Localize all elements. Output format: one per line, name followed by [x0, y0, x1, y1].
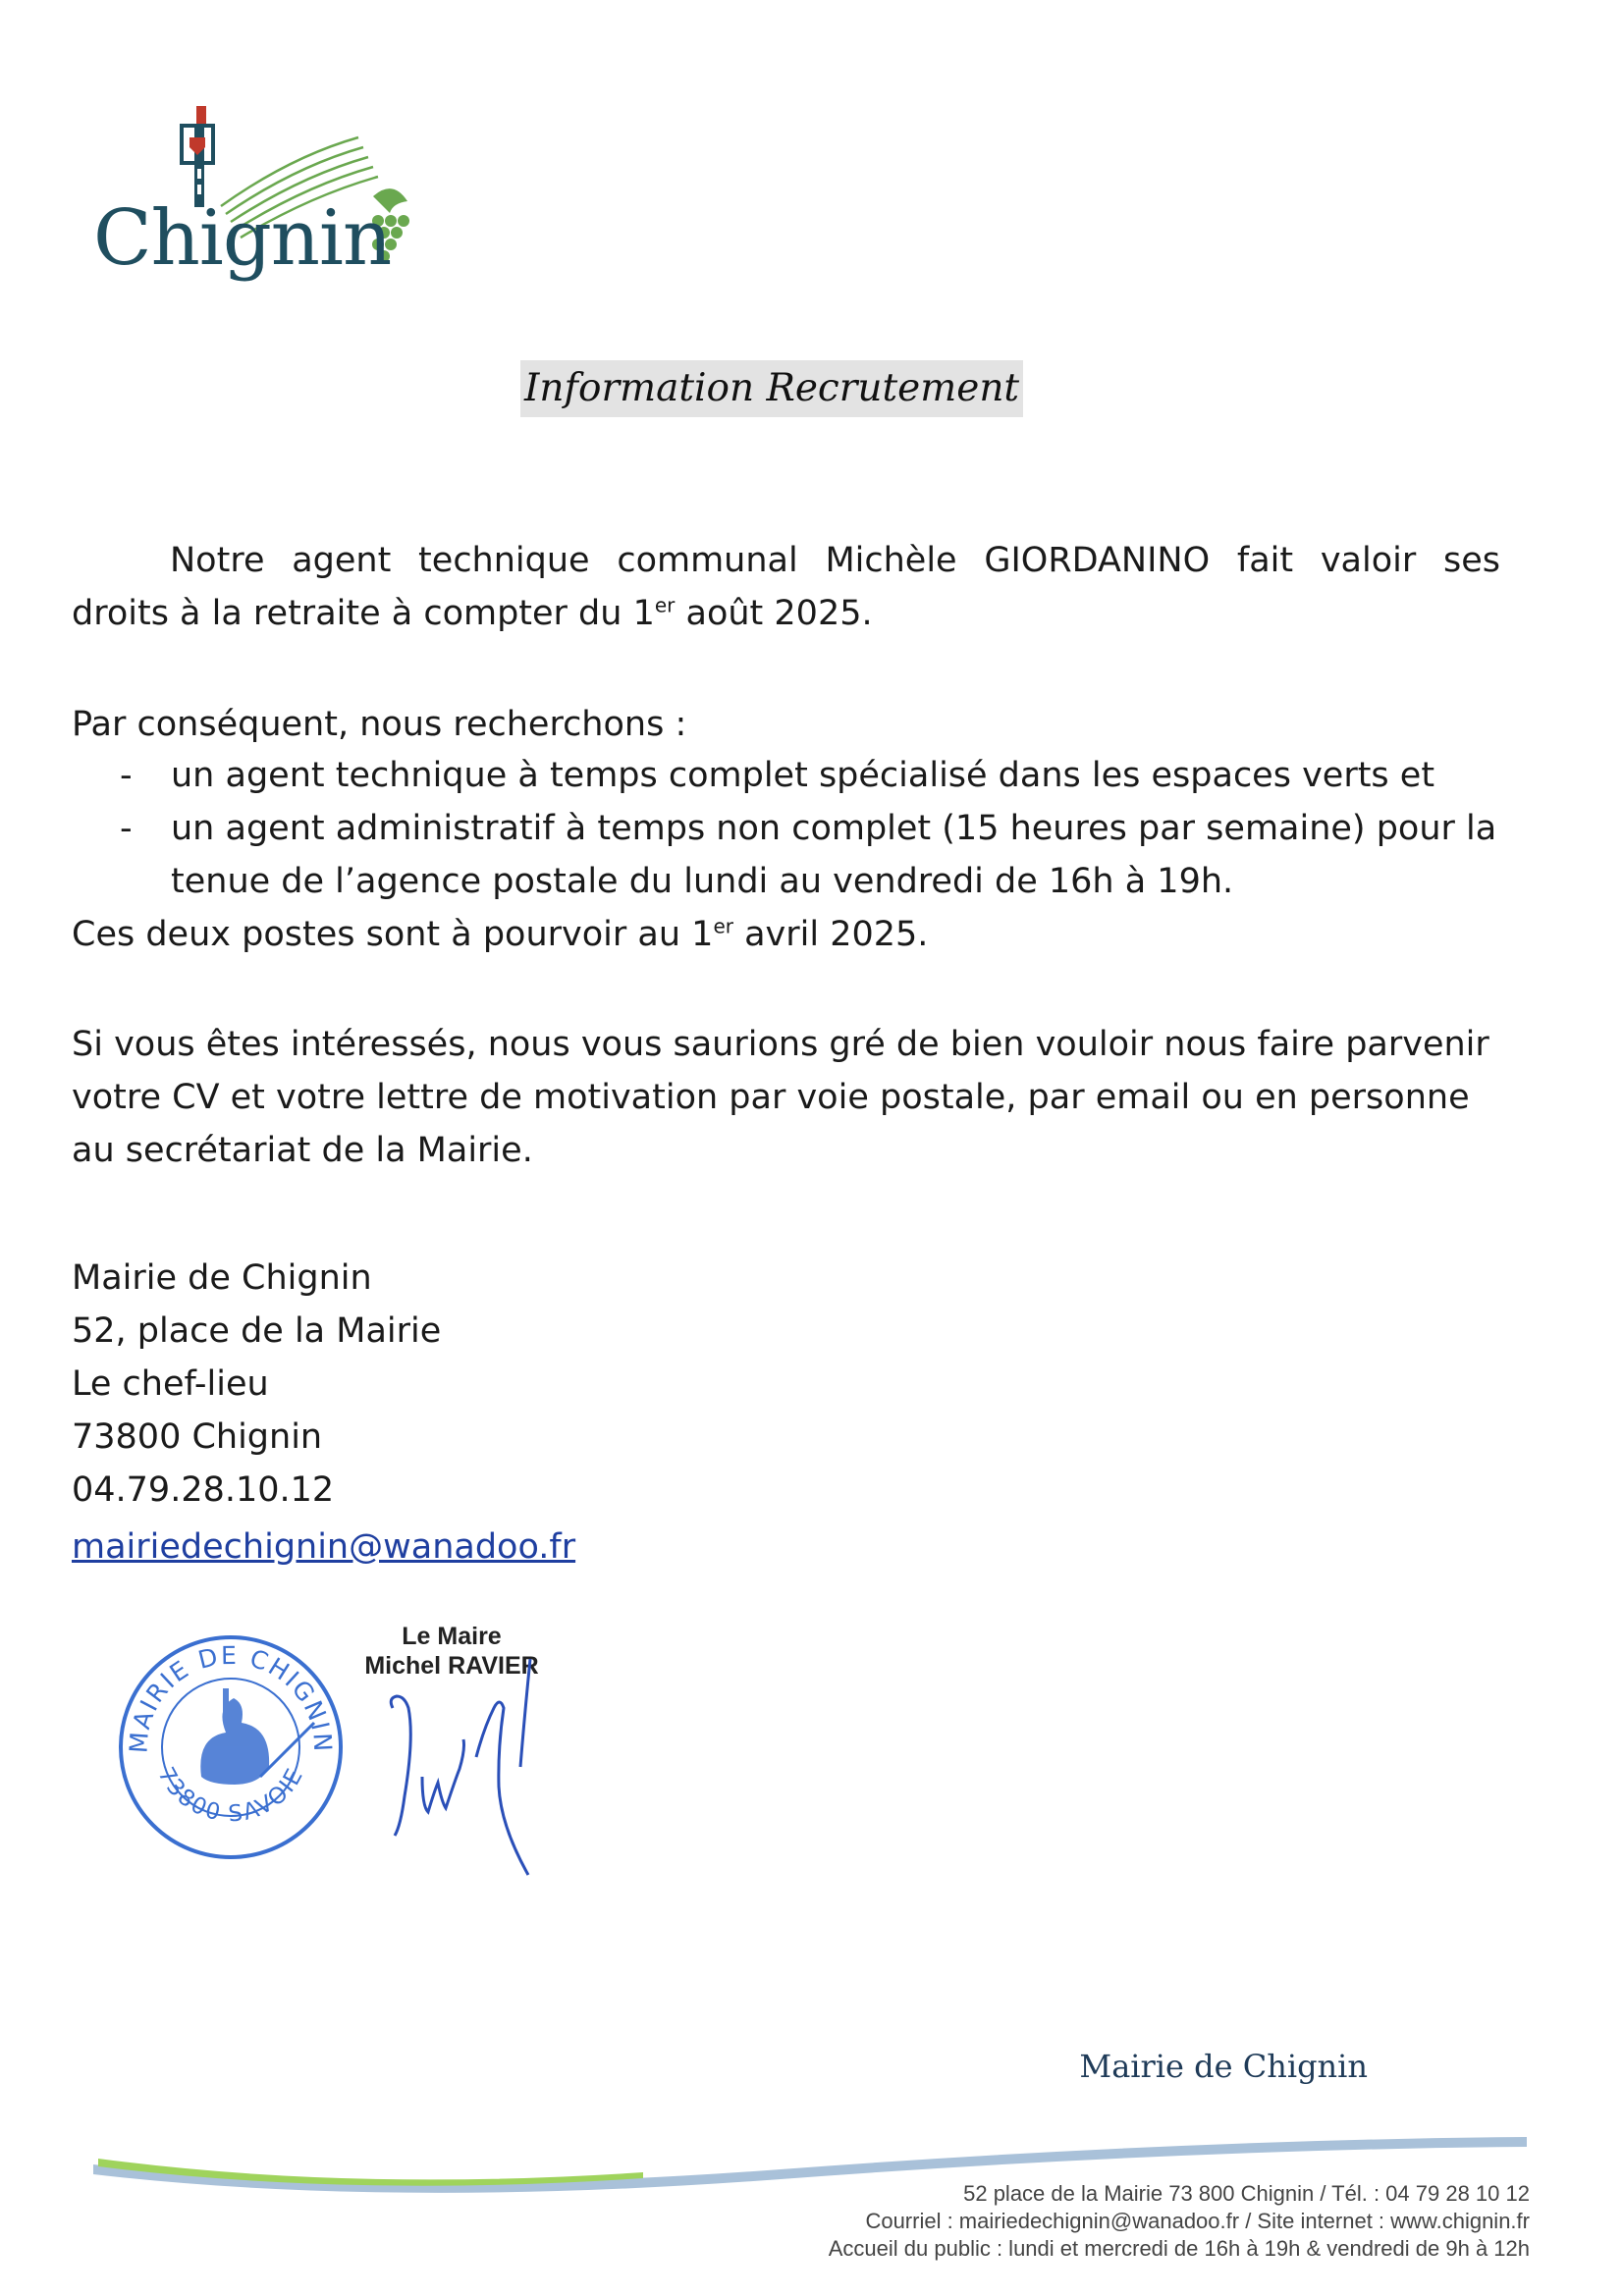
retirement-line-2: droits à la retraite à compter du 1er août 2025.: [72, 593, 873, 633]
retirement-line-1: Notre agent technique communal Michèle GIORDANINO fait valoir ses: [170, 541, 1500, 580]
positions-intro: Par conséquent, nous recherchons :: [72, 705, 687, 744]
bullet-dash: -: [120, 809, 133, 848]
tower-icon: [182, 106, 213, 207]
position-text: un agent administratif à temps non complet (15 heures par semaine) pour la: [171, 809, 1497, 848]
official-stamp: [113, 1629, 349, 1865]
application-line: au secrétariat de la Mairie.: [72, 1131, 533, 1170]
footer-contact: Courriel : mairiedechignin@wanadoo.fr / Site internet : www.chignin.fr: [865, 2209, 1530, 2233]
footer-swoosh: [93, 2086, 1537, 2194]
page-title: Information Recrutement: [520, 360, 1023, 417]
footer-address: 52 place de la Mairie 73 800 Chignin / Tél. : 04 79 28 10 12: [963, 2181, 1530, 2206]
address-locality: Le chef-lieu: [72, 1364, 269, 1404]
handwritten-signature: [383, 1649, 619, 1895]
address-name: Mairie de Chignin: [72, 1258, 372, 1298]
footer-hours: Accueil du public : lundi et mercredi de 16h à 19h & vendredi de 9h à 12h: [828, 2236, 1530, 2261]
address-phone: 04.79.28.10.12: [72, 1470, 335, 1510]
address-city: 73800 Chignin: [72, 1417, 323, 1457]
bullet-dash: -: [120, 756, 133, 795]
availability-line: Ces deux postes sont à pourvoir au 1er avril 2025.: [72, 914, 929, 954]
signatory-role: Le Maire: [402, 1623, 502, 1650]
svg-text:MAIRIE DE CHIGNIN: MAIRIE DE CHIGNIN: [124, 1640, 338, 1754]
address-street: 52, place de la Mairie: [72, 1311, 442, 1351]
application-line: Si vous êtes intéressés, nous vous saurions gré de bien vouloir nous faire parvenir: [72, 1025, 1489, 1064]
application-line: votre CV et votre lettre de motivation par voie postale, par email ou en personne: [72, 1078, 1470, 1117]
signatory-name: Michel RAVIER: [364, 1652, 539, 1680]
coat-of-arms-icon: [200, 1688, 269, 1785]
svg-text:73800 SAVOIE: 73800 SAVOIE: [152, 1763, 309, 1828]
position-text: un agent technique à temps complet spécialisé dans les espaces verts et: [171, 756, 1435, 795]
footer-org-name: Mairie de Chignin: [1079, 2048, 1368, 2085]
retirement-paragraph: [72, 534, 1500, 640]
application-paragraph: [72, 1018, 1489, 1177]
email-link[interactable]: mairiedechignin@wanadoo.fr: [72, 1527, 576, 1567]
position-text-continuation: tenue de l’agence postale du lundi au vendredi de 16h à 19h.: [171, 862, 1234, 901]
logo-wordmark: Chignin: [93, 194, 392, 283]
